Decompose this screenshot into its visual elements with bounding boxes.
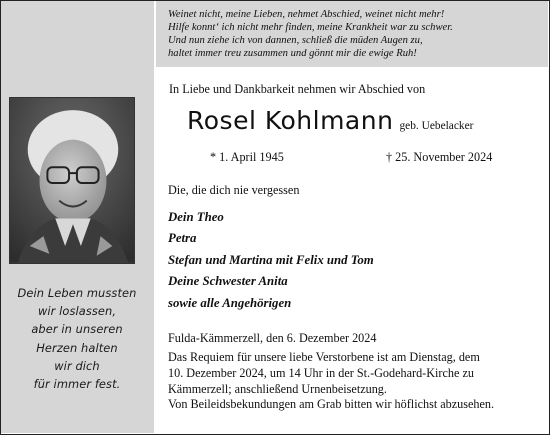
maiden-name: geb. Uebelacker (399, 120, 474, 132)
mourners-list (168, 207, 374, 314)
mourner-item: Dein Theo (168, 210, 224, 224)
mourners-intro: Die, die dich nie vergessen (168, 183, 300, 197)
mourner-item: Stefan und Martina mit Felix und Tom (168, 252, 374, 267)
deceased-name: Rosel Kohlmann (187, 106, 394, 135)
mourner-item: sowie alle Angehörigen (168, 295, 292, 310)
poem-line: haltet immer treu zusammen und gönnt mir die ewige Ruh! (168, 47, 417, 59)
notice-line: 10. Dezember 2024, um 14 Uhr in der St.-Godehard-Kirche zu (168, 365, 474, 380)
poem-line: Hilfe konnt‘ ich nicht mehr finden, meine Krankheit war zu schwer. (168, 21, 453, 33)
birth-date: * 1. April 1945 (210, 150, 284, 164)
funeral-notice (168, 350, 543, 413)
portrait-photo (9, 97, 135, 264)
sidebar-quote-line: Herzen halten (36, 340, 118, 355)
death-date: † 25. November 2024 (386, 150, 493, 164)
sidebar-quote-line: Dein Leben mussten (17, 286, 137, 300)
poem-line: Weinet nicht, meine Lieben, nehmet Abschied, weinet nicht mehr! (168, 9, 445, 20)
mourner-item: Deine Schwester Anita (168, 274, 288, 289)
poem (168, 9, 543, 61)
mourner-item: Petra (168, 231, 197, 246)
poem-line: Und nun ziehe ich von dannen, schließ die müden Augen zu, (168, 34, 423, 46)
notice-line: Von Beileidsbekundungen am Grab bitten wir höflichst abzusehen. (168, 397, 495, 412)
sidebar-quote-line: für immer fest. (33, 377, 121, 392)
notice-line: Das Requiem für unsere liebe Verstorbene ist am Dienstag, dem (168, 350, 480, 364)
portrait-image (10, 98, 134, 263)
intro-text: In Liebe und Dankbarkeit nehmen wir Abschied von (169, 82, 426, 96)
sidebar-quote-line: aber in unseren (31, 322, 123, 337)
deceased-name-row (187, 106, 473, 135)
place-date: Fulda-Kämmerzell, den 6. Dezember 2024 (168, 331, 377, 345)
notice-line: Kämmerzell; anschließend Urnenbeisetzung. (168, 381, 387, 396)
sidebar-quote-line: wir loslassen, (37, 304, 117, 319)
sidebar-quote (4, 284, 150, 393)
sidebar-quote-line: wir dich (54, 358, 100, 373)
